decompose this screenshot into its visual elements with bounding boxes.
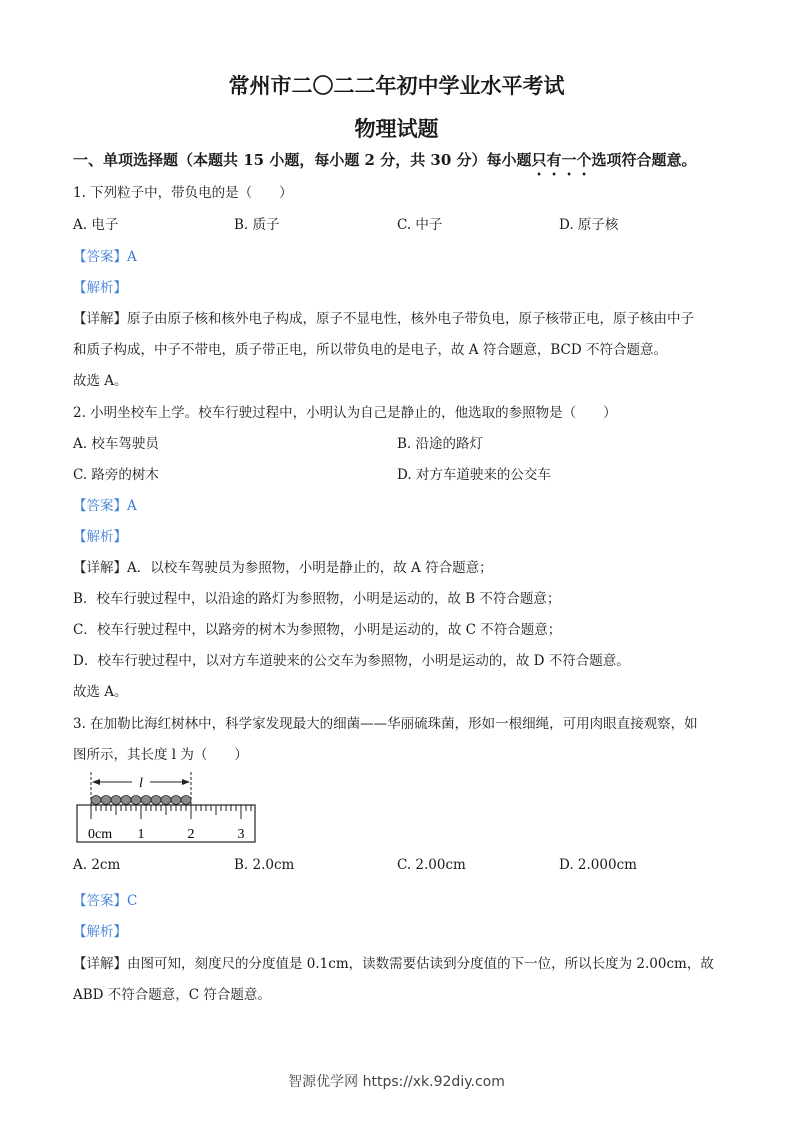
section-header-post: 选项符合题意。 [591, 151, 697, 169]
q1-option-c: C. 中子 [397, 217, 443, 233]
q3-detail-line-1: 【详解】由图可知，刻度尺的分度值是 0.1cm，读数需要估读到分度值的下一位，所以长度为 2.00cm，故 [73, 956, 714, 972]
q1-option-d: D. 原子核 [559, 217, 619, 233]
tick-label-0cm: 0cm [88, 827, 113, 842]
page-title: 常州市二〇二二年初中学业水平考试 [228, 73, 565, 98]
bacterium-cell [111, 796, 121, 805]
q3-option-d: D. 2.000cm [559, 857, 637, 873]
bacterium-cell [171, 796, 181, 805]
section-header-pre: 一、单项选择题（本题共 15 小题，每小题 2 分，共 30 分）每小题 [73, 151, 532, 169]
q2-answer: 【答案】A [73, 498, 137, 514]
bacterium-cell [131, 796, 141, 805]
q2-option-c: C. 路旁的树木 [73, 467, 159, 483]
q1-conclusion: 故选 A。 [73, 373, 128, 389]
bacterium-cell [151, 796, 161, 805]
footer-watermark: 智源优学网 https://xk.92diy.com [288, 1074, 505, 1090]
page-subtitle: 物理试题 [354, 116, 439, 141]
bacterium-cell [91, 796, 101, 805]
q3-stem-line-2: 图所示，其长度 l 为（ ） [73, 747, 248, 763]
tick-label-3: 3 [237, 827, 245, 842]
section-header [73, 149, 697, 179]
bacterium-cell [121, 796, 131, 805]
left-arrowhead-icon [92, 779, 100, 785]
bacterium-cell [141, 796, 151, 805]
q1-analysis-label: 【解析】 [73, 280, 127, 296]
q3-option-a: A. 2cm [73, 857, 121, 873]
q2-conclusion: 故选 A。 [73, 684, 128, 700]
q3-detail-line-2: ABD 不符合题意，C 符合题意。 [73, 987, 271, 1003]
q3-answer: 【答案】C [73, 893, 138, 909]
bacterium-cell [181, 796, 191, 805]
q1-detail-line-2: 和质子构成，中子不带电，质子带正电，所以带负电的是电子，故 A 符合题意，BCD 不符合题意。 [73, 342, 667, 358]
q1-option-a: A. 电子 [73, 217, 119, 233]
q2-stem: 2. 小明坐校车上学。校车行驶过程中，小明认为自己是静止的，他选取的参照物是（ ） [73, 405, 617, 421]
q1-option-b: B. 质子 [234, 217, 280, 233]
q1-stem: 1. 下列粒子中，带负电的是（ ） [73, 185, 293, 201]
q1-answer: 【答案】A [73, 249, 137, 265]
q2-detail-line-4: D．校车行驶过程中，以对方车道驶来的公交车为参照物，小明是运动的，故 D 不符合题意。 [73, 653, 630, 669]
q3-option-b: B. 2.0cm [234, 857, 295, 873]
q3-option-c: C. 2.00cm [397, 857, 466, 873]
q2-option-d: D. 对方车道驶来的公交车 [397, 467, 551, 483]
bacterium-cell [161, 796, 171, 805]
q1-detail-line-1: 【详解】原子由原子核和核外电子构成，原子不显电性，核外电子带负电，原子核带正电，原子核由中子 [73, 311, 694, 327]
section-header-emphasis: 只有一个 [531, 151, 592, 169]
q2-detail-line-2: B．校车行驶过程中，以沿途的路灯为参照物，小明是运动的，故 B 不符合题意； [73, 591, 561, 607]
bacterium-chain [91, 796, 191, 805]
q3-stem-line-1: 3. 在加勒比海红树林中，科学家发现最大的细菌——华丽硫珠菌，形如一根细绳，可用肉眼直接观察，如 [73, 716, 698, 732]
tick-label-1: 1 [137, 827, 145, 842]
q3-analysis-label: 【解析】 [73, 924, 127, 940]
q2-detail-line-1: 【详解】A．以校车驾驶员为参照物，小明是静止的，故 A 符合题意； [73, 560, 493, 576]
bacterium-cell [101, 796, 111, 805]
q2-option-b: B. 沿途的路灯 [397, 436, 484, 452]
q2-detail-line-3: C．校车行驶过程中，以路旁的树木为参照物，小明是运动的，故 C 不符合题意； [73, 622, 562, 638]
right-arrowhead-icon [182, 779, 190, 785]
q2-option-a: A. 校车驾驶员 [73, 436, 159, 452]
length-label: l [139, 776, 143, 791]
q2-analysis-label: 【解析】 [73, 529, 127, 545]
ruler-figure [70, 770, 270, 848]
tick-label-2: 2 [187, 827, 195, 842]
